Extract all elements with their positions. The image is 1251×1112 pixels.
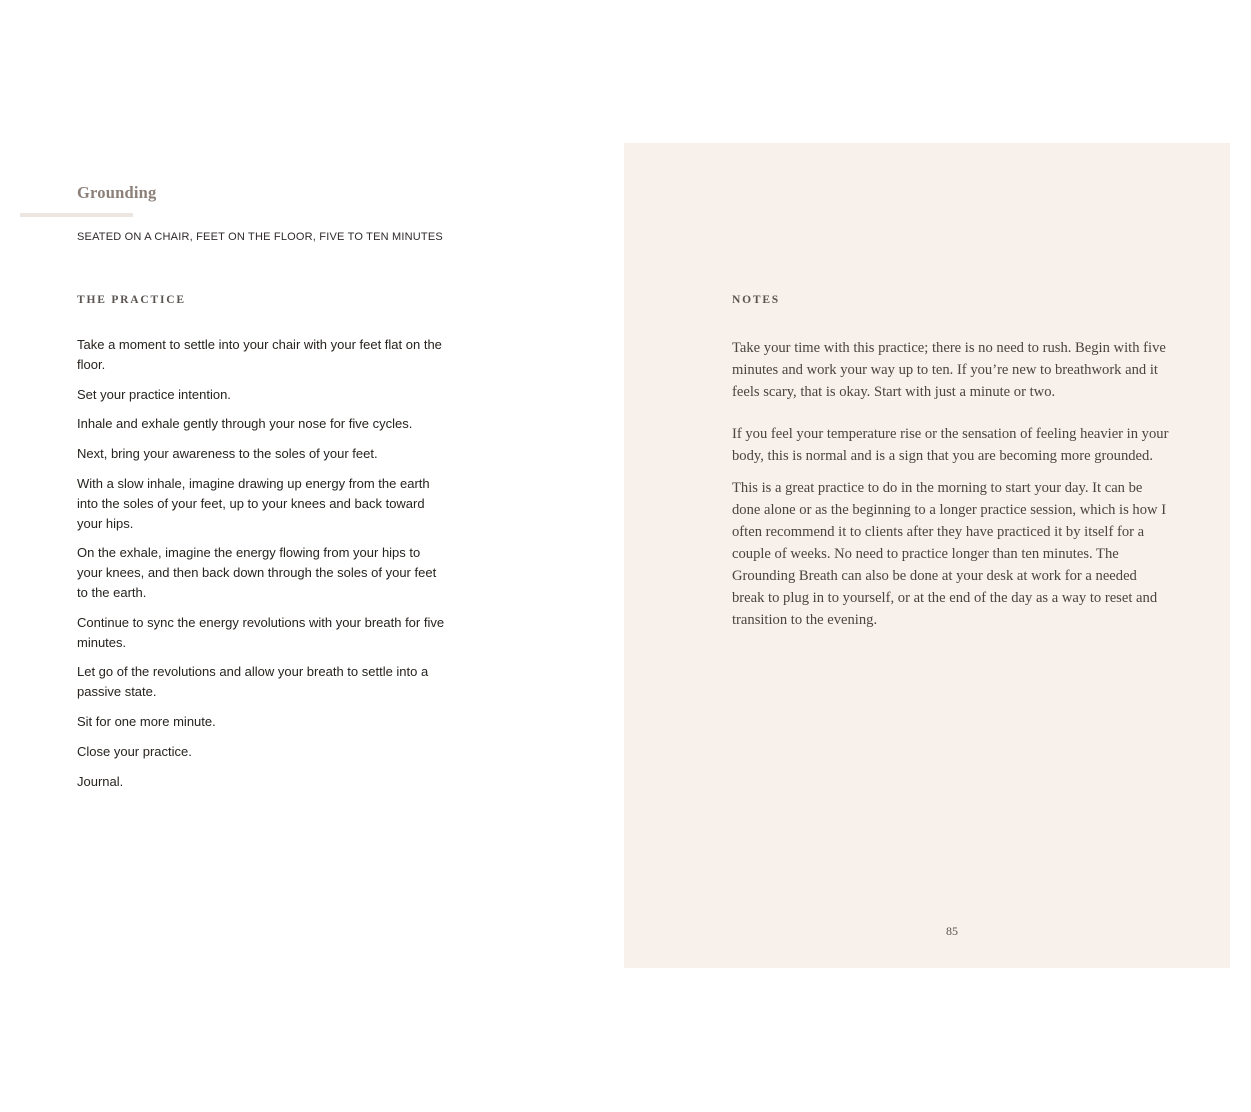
practice-step: Take a moment to settle into your chair with your feet flat on the floor. [77,337,442,372]
notes-body [732,337,1172,641]
practice-subtitle: SEATED ON A CHAIR, FEET ON THE FLOOR, FIVE TO TEN MINUTES [77,231,443,243]
practice-step: Set your practice intention. [77,386,231,402]
practice-step: Sit for one more minute. [77,713,216,729]
practice-heading: THE PRACTICE [77,294,186,306]
practice-steps-list [77,335,447,801]
practice-step: Next, bring your awareness to the soles of your feet. [77,446,378,462]
page-number: 85 [946,924,958,938]
practice-step: On the exhale, imagine the energy flowing from your hips to your knees, and then back down through the soles of your feet to the earth. [77,545,437,600]
practice-step: With a slow inhale, imagine drawing up energy from the earth into the soles of your feet, up to your knees and back toward your hips. [77,475,430,531]
practice-step: Journal. [77,773,124,789]
notes-paragraph: Take your time with this practice; there is no need to rush. Begin with five minutes and work your way up to ten. If you’re new to breathwork and it feels scary, that is okay. Start with just a minute or two. [732,340,1166,400]
left-page [0,0,624,1112]
practice-step: Continue to sync the energy revolutions with your breath for five minutes. [77,614,445,650]
notes-heading: NOTES [732,294,780,306]
notes-paragraph: This is a great practice to do in the morning to start your day. It can be done alone or as the beginning to a longer practice session, which is how I often recommend it to clients after they have practiced it by itself for a couple of weeks. No need to practice longer than ten minutes. The Grounding Breath can also be done at your desk at work for a needed break to plug in to yourself, or at the end of the day as a way to reset and transition to the evening. [732,480,1167,628]
chapter-title: Grounding [77,183,157,202]
practice-step: Inhale and exhale gently through your nose for five cycles. [77,416,413,432]
notes-paragraph: If you feel your temperature rise or the sensation of feeling heavier in your body, this is normal and is a sign that you are becoming more grounded. [732,426,1169,464]
practice-step: Close your practice. [77,743,192,759]
practice-step: Let go of the revolutions and allow your breath to settle into a passive state. [77,664,429,700]
right-page [624,143,1230,968]
title-underline [20,213,133,217]
